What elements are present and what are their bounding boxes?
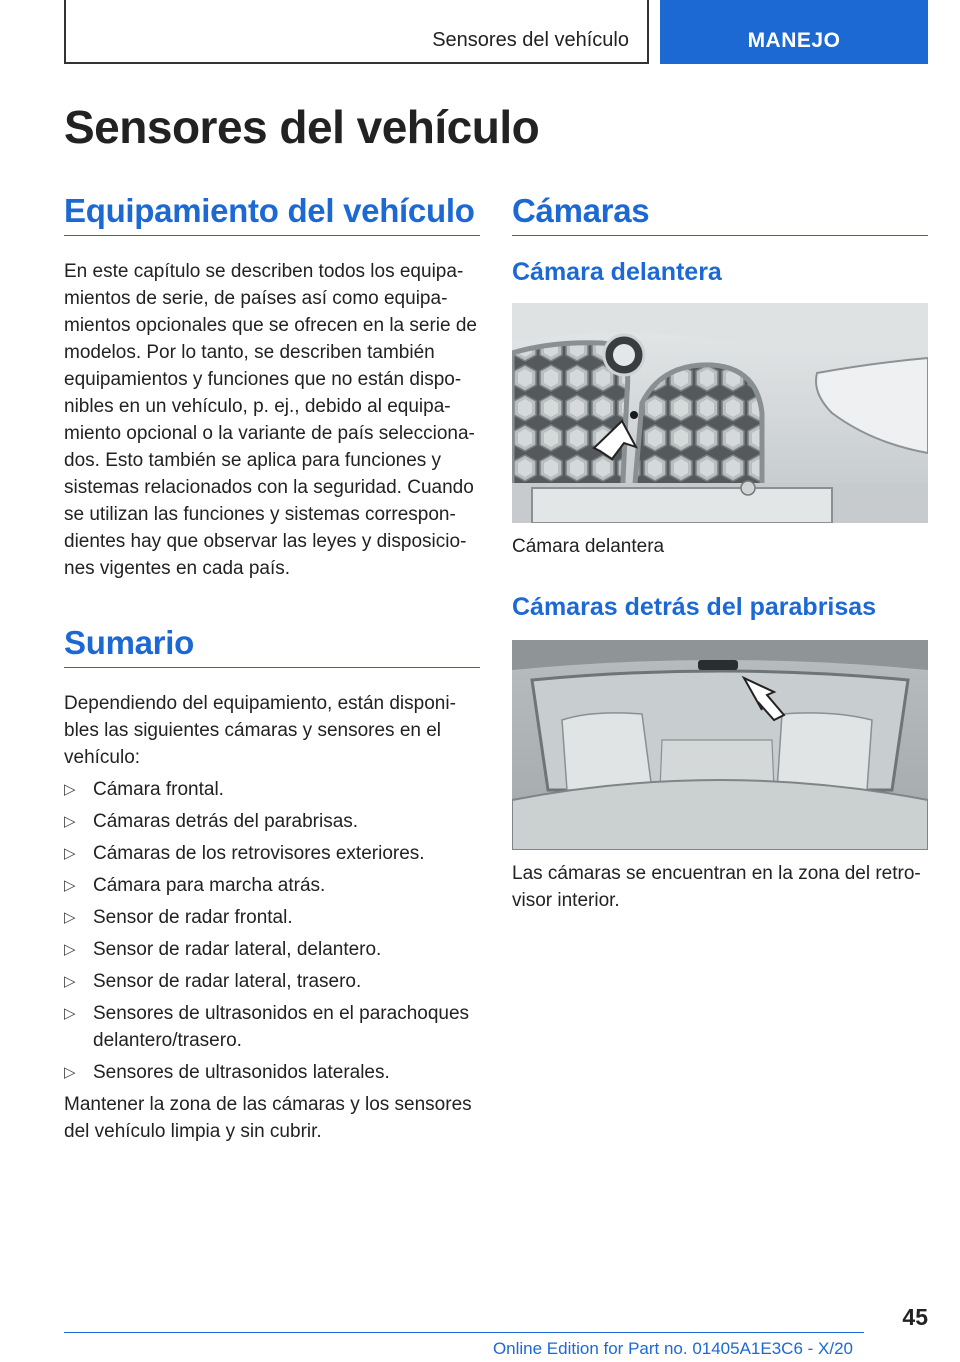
list-item: ▷ Sensor de radar lateral, delantero.: [64, 936, 480, 963]
interior-illustration: [512, 640, 928, 850]
triangle-bullet-icon: ▷: [64, 909, 76, 926]
summary-heading: Sumario: [64, 624, 480, 668]
front-grille-illustration: [512, 303, 928, 523]
equipment-paragraph: En este capítulo se describen todos los equipamientos de serie, de países así como equipamientos opcionales que se ofrecen en la serie de modelos. Por lo tanto, se describen también equipamientos y funciones que no están disponibles en un vehículo, p. ej., debido al equipamiento opcional o la variante de país seleccionados. Esto también se aplica para funciones y sistemas relacionados con la seguridad. Cuando se utilizan las funciones y sistemas correspondientes hay que observar las leyes y disposiciones vigentes en cada país.: [64, 261, 477, 579]
front-camera-heading: Cámara delantera: [512, 258, 722, 286]
windshield-camera-caption: Las cámaras se encuentran en la zona del retrovisor interior.: [512, 863, 921, 911]
windshield-cameras-heading: Cámaras detrás del parabrisas: [512, 593, 877, 621]
front-camera-image: [512, 303, 928, 523]
page-title: Sensores del vehículo: [64, 101, 540, 153]
footer-edition: Online Edition for Part no. 01405A1E3C6 - X/20: [492, 1339, 853, 1358]
triangle-bullet-icon: ▷: [64, 1064, 76, 1081]
right-column: [512, 192, 928, 914]
page-header: [64, 0, 928, 64]
footer-divider: [64, 1332, 864, 1333]
front-camera-caption: Cámara delantera: [512, 536, 665, 557]
list-item: ▷ Cámaras detrás del parabrisas.: [64, 808, 480, 835]
summary-intro: Dependiendo del equipamiento, están disponibles las siguientes cámaras y sensores en el vehículo:: [64, 693, 456, 768]
triangle-bullet-icon: ▷: [64, 1005, 76, 1022]
list-item: ▷ Cámaras de los retrovisores exteriores.: [64, 840, 480, 867]
sensor-list: [64, 776, 480, 1086]
triangle-bullet-icon: ▷: [64, 941, 76, 958]
left-column: [64, 192, 480, 1145]
header-chapter-label: MANEJO: [747, 29, 841, 52]
equipment-heading: Equipamiento del vehículo: [64, 192, 480, 236]
list-item: ▷ Cámara frontal.: [64, 776, 480, 803]
triangle-bullet-icon: ▷: [64, 845, 76, 862]
cameras-heading: Cámaras: [512, 192, 928, 236]
list-item: ▷ Sensores de ultrasonidos laterales.: [64, 1059, 480, 1086]
triangle-bullet-icon: ▷: [64, 781, 76, 798]
triangle-bullet-icon: ▷: [64, 877, 76, 894]
list-item: ▷ Sensores de ultrasonidos en el parachoques delantero/trasero.: [64, 1000, 480, 1054]
triangle-bullet-icon: ▷: [64, 973, 76, 990]
windshield-camera-image: [512, 640, 928, 850]
page-number: 45: [902, 1304, 928, 1330]
list-item: ▷ Sensor de radar lateral, trasero.: [64, 968, 480, 995]
list-item: ▷ Cámara para marcha atrás.: [64, 872, 480, 899]
header-chapter-tab: [660, 0, 928, 64]
header-section-title: Sensores del vehículo: [432, 29, 629, 51]
list-item: ▷ Sensor de radar frontal.: [64, 904, 480, 931]
summary-closing: Mantener la zona de las cámaras y los sensores del vehículo limpia y sin cubrir.: [64, 1094, 472, 1142]
header-section-box: [64, 0, 649, 64]
triangle-bullet-icon: ▷: [64, 813, 76, 830]
